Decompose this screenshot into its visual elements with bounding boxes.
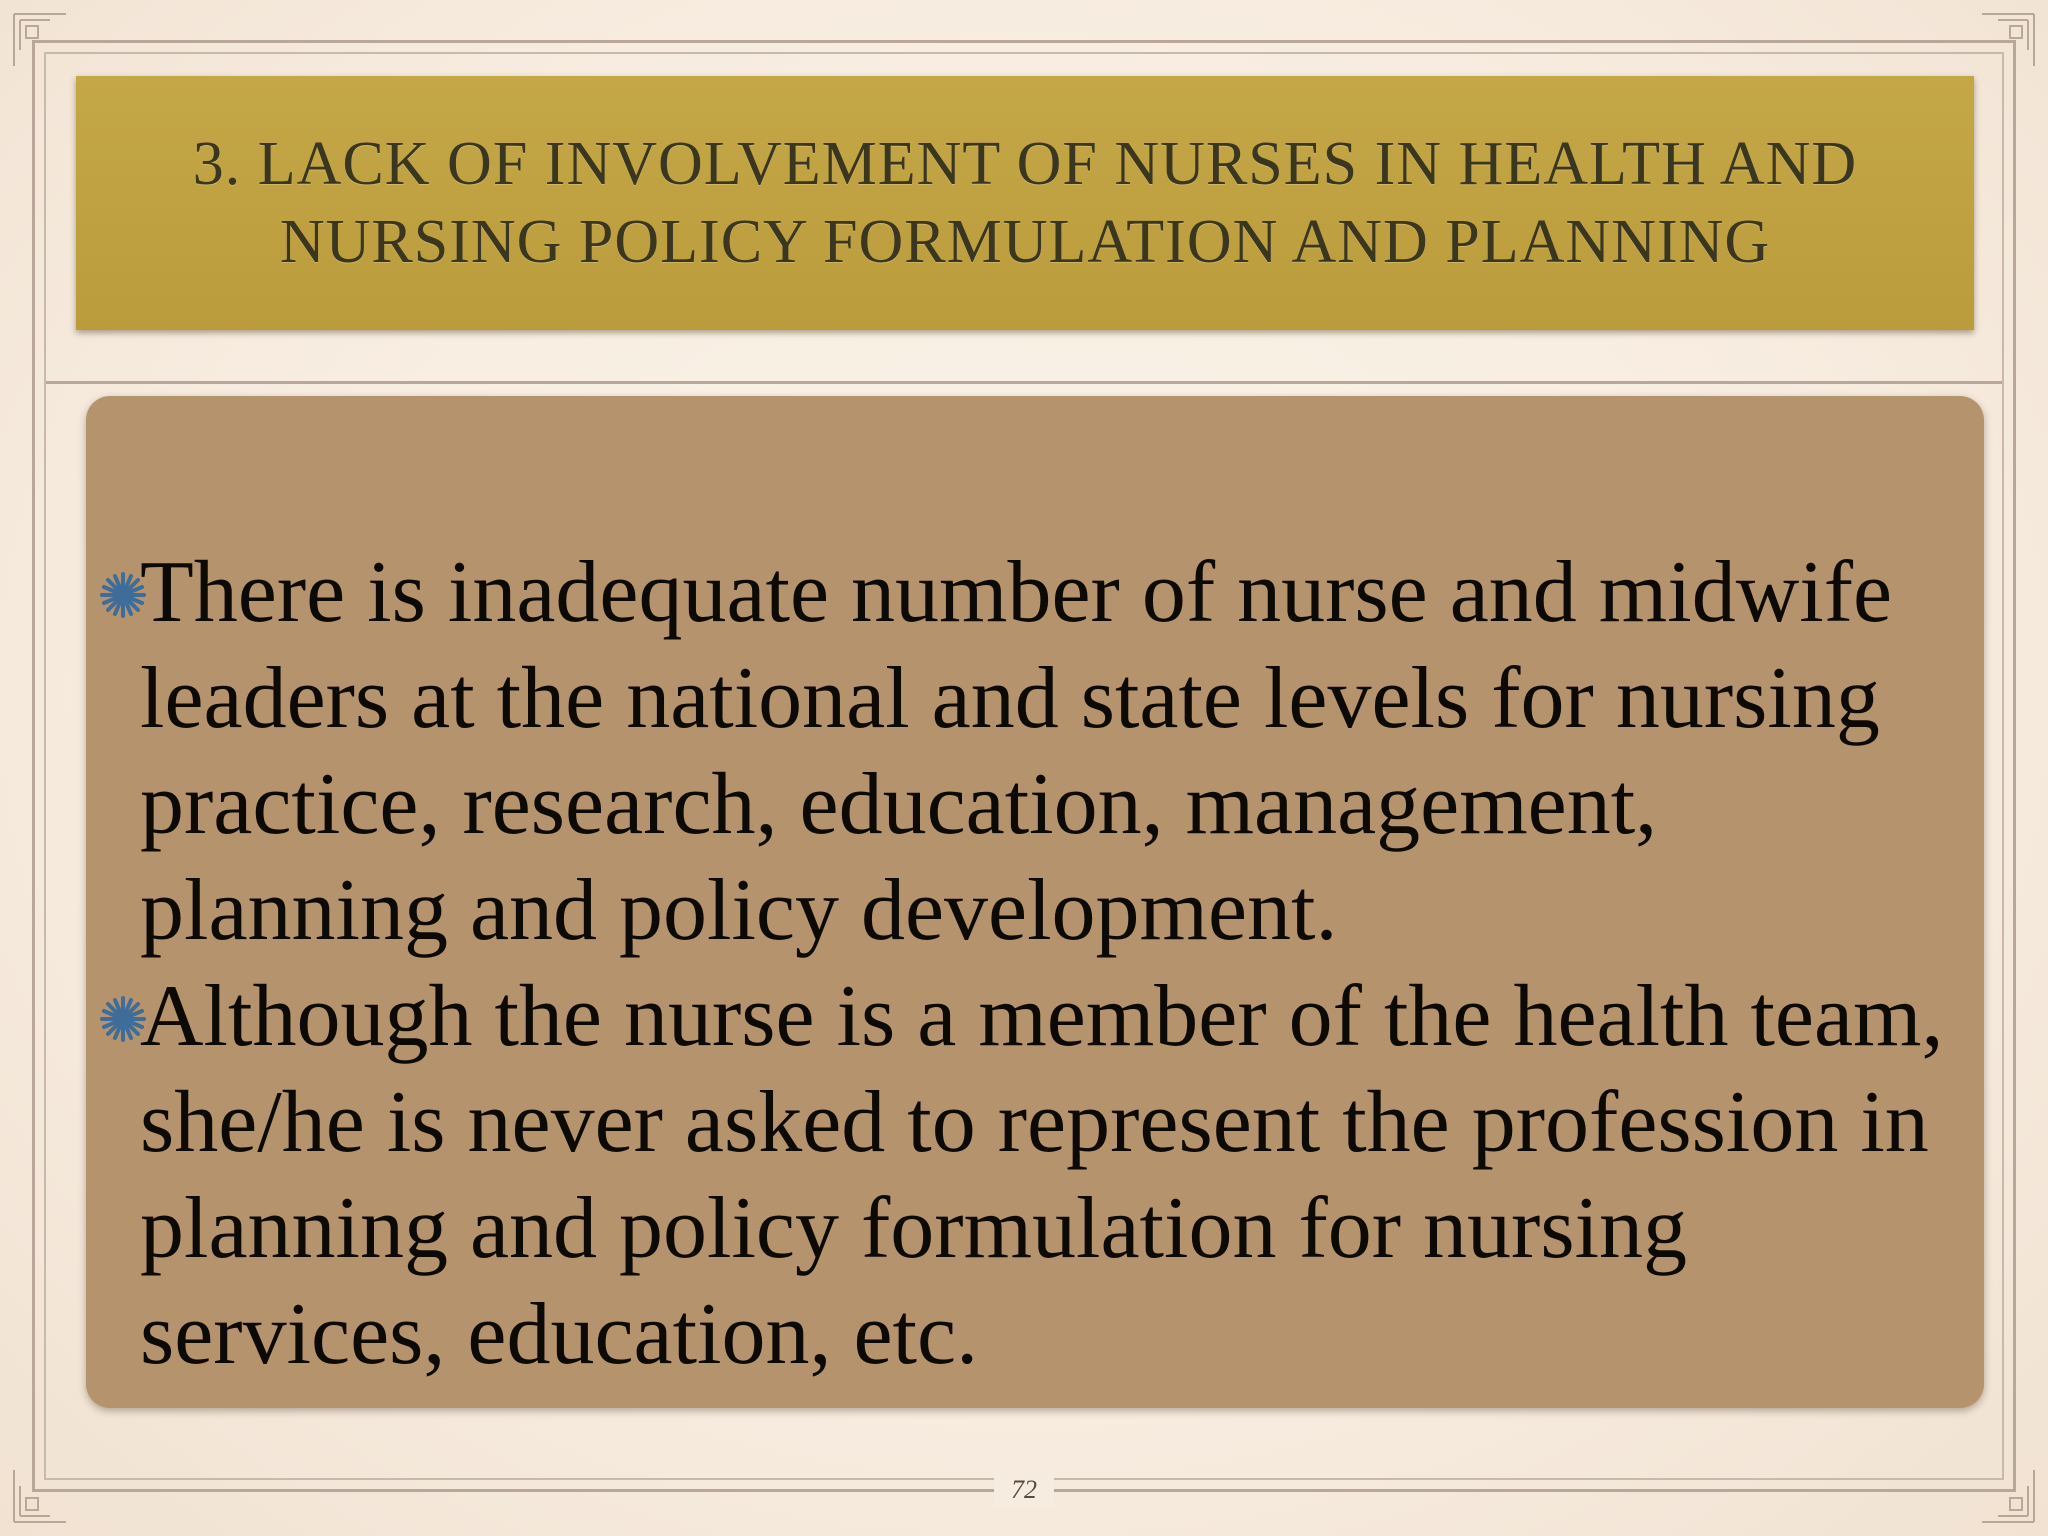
corner-ornament-icon <box>1978 10 2038 70</box>
bullet-item <box>98 540 1964 964</box>
asterisk-star-icon <box>98 994 148 1044</box>
slide-title: 3. LACK OF INVOLVEMENT OF NURSES IN HEALTH AND NURSING POLICY FORMULATION AND PLANNING <box>192 130 1858 276</box>
slide-title-band <box>76 76 1974 330</box>
slide-content-box <box>86 396 1984 1408</box>
asterisk-star-icon <box>98 570 148 620</box>
title-divider-line <box>46 381 2002 384</box>
bullet-item <box>98 964 1964 1388</box>
bullet-text: There is inadequate number of nurse and midwife leaders at the national and state levels for nursing practice, research, education, management, planning and policy development. <box>140 544 1893 959</box>
corner-ornament-icon <box>10 10 70 70</box>
bullet-text: Although the nurse is a member of the health team, she/he is never asked to represent the profession in planning and policy formulation for nursing services, education, etc. <box>140 968 1944 1383</box>
corner-ornament-icon <box>1978 1466 2038 1526</box>
corner-ornament-icon <box>10 1466 70 1526</box>
page-number: 72 <box>994 1473 1054 1507</box>
bullet-list <box>98 540 1964 1388</box>
